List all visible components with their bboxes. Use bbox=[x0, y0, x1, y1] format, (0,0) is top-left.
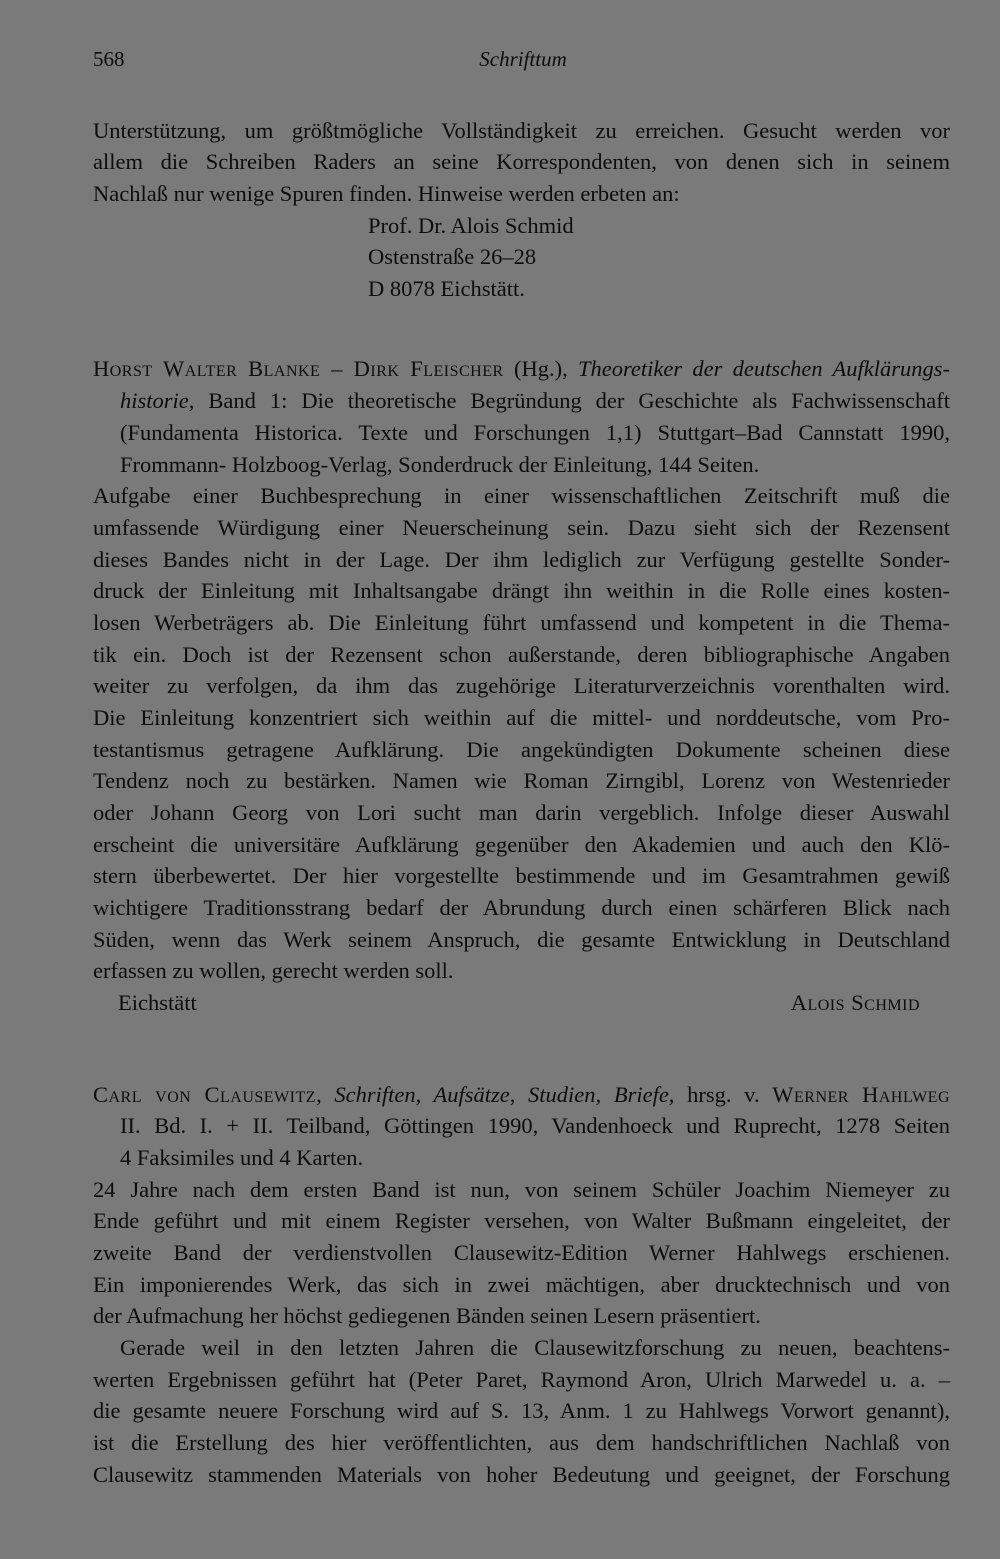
review-line: Ein imponierendes Werk, das sich in zwei mächtigen, aber drucktechnisch und von bbox=[93, 1272, 950, 1297]
text-line: allem die Schreiben Raders an seine Korrespondenten, von denen sich in seinem bbox=[93, 149, 950, 174]
review-line: erfassen zu wollen, gerecht werden soll. bbox=[93, 958, 454, 983]
citation-line: II. Bd. I. + II. Teilband, Göttingen 1990, Vandenhoeck und Ruprecht, 1278 Seiten bbox=[120, 1113, 950, 1138]
citation-author: Carl von Clausewitz bbox=[93, 1082, 317, 1107]
review-line: Gerade weil in den letzten Jahren die Clausewitzforschung zu neuen, beachtens- bbox=[120, 1335, 950, 1360]
review-line: Ende geführt und mit einem Register versehen, von Walter Bußmann eingeleitet, der bbox=[93, 1208, 950, 1233]
review-line: Tendenz noch zu bestärken. Namen wie Roman Zirngibl, Lorenz von Westenrieder bbox=[93, 768, 950, 793]
citation-title: Theoretiker der deutschen Aufklärungs- bbox=[577, 356, 950, 381]
text-line: Unterstützung, um größtmögliche Vollständigkeit zu erreichen. Gesucht werden vor bbox=[93, 118, 950, 143]
running-title: Schrifttum bbox=[479, 47, 567, 71]
review-line: umfassende Würdigung einer Neuerscheinung sein. Dazu sieht sich der Rezensent bbox=[93, 515, 950, 540]
citation-editor: Werner Hahlweg bbox=[772, 1082, 950, 1107]
citation-authors: Horst Walter Blanke – Dirk Fleischer bbox=[93, 356, 504, 381]
review-line: stern überbewertet. Der hier vorgestellte bestimmende und im Gesamtrahmen gewiß bbox=[93, 863, 950, 888]
citation-title: Schriften, Aufsätze, Studien, Briefe, bbox=[334, 1082, 675, 1107]
review-line: druck der Einleitung mit Inhaltsangabe drängt ihn weithin in die Rolle eines kosten- bbox=[93, 578, 950, 603]
address-line: Ostenstraße 26–28 bbox=[368, 244, 537, 269]
page-number: 568 bbox=[93, 47, 125, 71]
review-line: der Aufmachung her höchst gediegenen Bänden seinen Lesern präsentiert. bbox=[93, 1303, 761, 1328]
signature-place: Eichstätt bbox=[118, 990, 197, 1015]
review-line: weiter zu verfolgen, da ihm das zugehörige Literaturverzeichnis vorenthalten wird. bbox=[93, 673, 950, 698]
review-line: ist die Erstellung des hier veröffentlichten, aus dem handschriftlichen Nachlaß von bbox=[93, 1430, 950, 1455]
review-line: werten Ergebnissen geführt hat (Peter Paret, Raymond Aron, Ulrich Marwedel u. a. – bbox=[93, 1367, 950, 1392]
address-line: D 8078 Eichstätt. bbox=[368, 276, 525, 301]
review-line: erscheint die universitäre Aufklärung gegenüber den Akademien und auch den Klö- bbox=[93, 832, 950, 857]
review-line: Clausewitz stammenden Materials von hoher Bedeutung und geeignet, der Forschung bbox=[93, 1462, 950, 1487]
citation-line: 4 Faksimiles und 4 Karten. bbox=[120, 1145, 364, 1170]
citation-sep: , bbox=[316, 1082, 335, 1107]
page-header bbox=[93, 47, 953, 77]
text-line: Nachlaß nur wenige Spuren finden. Hinweise werden erbeten an: bbox=[93, 181, 680, 206]
citation-editor-mark: (Hg.), bbox=[503, 356, 578, 381]
review-line: 24 Jahre nach dem ersten Band ist nun, von seinem Schüler Joachim Niemeyer zu bbox=[93, 1177, 950, 1202]
review-line: Die Einleitung konzentriert sich weithin auf die mittel- und norddeutsche, vom Pro- bbox=[93, 705, 950, 730]
citation-line: (Fundamenta Historica. Texte und Forschungen 1,1) Stuttgart–Bad Cannstatt 1990, bbox=[120, 420, 950, 445]
review-line: zweite Band der verdienstvollen Clausewitz-Edition Werner Hahlwegs erschienen. bbox=[93, 1240, 950, 1265]
signature-name: Alois Schmid bbox=[790, 990, 920, 1015]
review-line: losen Werbeträgers ab. Die Einleitung führt umfassend und kompetent in die Thema- bbox=[93, 610, 950, 635]
review-line: die gesamte neuere Forschung wird auf S. 13, Anm. 1 zu Hahlwegs Vorwort genannt), bbox=[93, 1398, 950, 1423]
citation-line: Frommann- Holzboog-Verlag, Sonderdruck der Einleitung, 144 Seiten. bbox=[120, 452, 760, 477]
review-line: wichtigere Traditionsstrang bedarf der Abrundung durch einen schärferen Blick nach bbox=[93, 895, 950, 920]
citation-line bbox=[93, 355, 950, 383]
review-line: testantismus getragene Aufklärung. Die angekündigten Dokumente scheinen diese bbox=[93, 737, 950, 762]
citation-details: Band 1: Die theoretische Begründung der Geschichte als Fachwissenschaft bbox=[194, 388, 950, 413]
review-line: tik ein. Doch ist der Rezensent schon außerstande, deren bibliographische Angaben bbox=[93, 642, 950, 667]
address-line: Prof. Dr. Alois Schmid bbox=[368, 213, 574, 238]
citation-line bbox=[120, 387, 950, 415]
citation-title-cont: historie, bbox=[120, 388, 195, 413]
review-line: dieses Bandes nicht in der Lage. Der ihm lediglich zur Verfügung gestellte Sonder- bbox=[93, 547, 950, 572]
citation-editor-prefix: hrsg. v. bbox=[674, 1082, 773, 1107]
review-line: Süden, wenn das Werk seinem Anspruch, die gesamte Entwicklung in Deutschland bbox=[93, 927, 950, 952]
citation-line bbox=[93, 1081, 950, 1109]
review-line: Aufgabe einer Buchbesprechung in einer wissenschaftlichen Zeitschrift muß die bbox=[93, 483, 950, 508]
review-line: oder Johann Georg von Lori sucht man darin vergeblich. Infolge dieser Auswahl bbox=[93, 800, 950, 825]
